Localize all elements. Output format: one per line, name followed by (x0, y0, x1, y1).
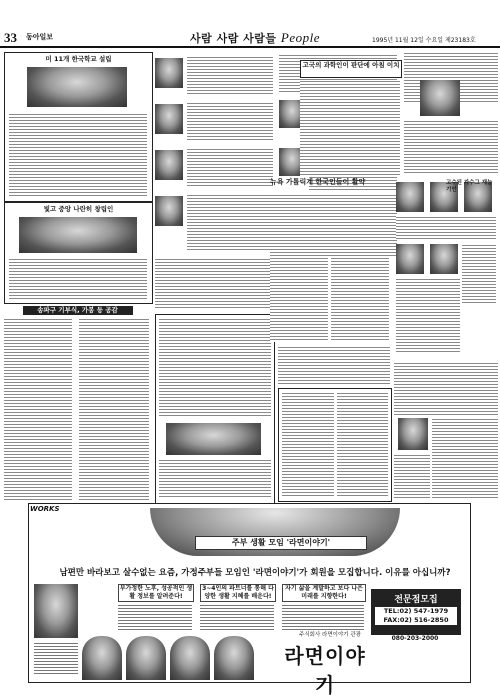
article-body-text (300, 80, 400, 176)
article-photo (27, 67, 127, 107)
page-number: 33 (4, 30, 17, 45)
article-body-text (282, 392, 334, 498)
ad-feature-text (282, 604, 364, 630)
article-body-text (79, 318, 149, 500)
article-top-left (4, 52, 153, 202)
ad-feature-2: 3~4인의 파트너를 통해 다양한 생활 지혜를 배운다! (200, 584, 276, 602)
profile-photo (155, 196, 183, 226)
article-body-text (331, 194, 389, 342)
section-english: People (280, 30, 320, 45)
article-photo (420, 80, 460, 116)
ad-slogan: 주부 생활 모임 '라면이야기' (195, 536, 367, 550)
profiles-column (155, 52, 275, 502)
article-title: 뉴욕 가톨릭계 한국인들이 활약 (270, 178, 366, 186)
article-body-text (9, 113, 147, 197)
article-body-text (4, 318, 72, 500)
portrait-captions (396, 216, 496, 240)
publication-name: 동아일보 (26, 33, 54, 41)
ad-family-photo (34, 584, 78, 638)
article-body-text (432, 418, 498, 500)
portrait-photo (430, 244, 458, 274)
portraits-grid (392, 178, 498, 358)
profile-text (187, 194, 273, 250)
ad-woman-photo (126, 636, 166, 680)
announcement-photo (166, 423, 261, 455)
article-reading (4, 202, 153, 304)
ad-feature-1: 부가정한 노후, 성공적인 생활 정보를 알려준다! (119, 585, 193, 600)
profile-photo (155, 150, 183, 180)
profile-text (187, 102, 273, 142)
article-center-title-area (270, 178, 390, 192)
article-title: 빛고 중앙 나란히 창립인 (43, 205, 114, 213)
section-title (190, 30, 320, 46)
date-line: 1995년 11월 12일 수요일 제23183호 (372, 37, 476, 44)
profile-photo (155, 104, 183, 134)
ad-feature-3: 자기 삶을 계발하고 보다 나은 미래를 지향한다! (282, 584, 366, 602)
article-photo (19, 217, 137, 253)
article-mid-left (4, 304, 151, 502)
article-body-text (337, 392, 388, 498)
article-body-text (404, 120, 498, 174)
ad-recruit-box (371, 589, 461, 635)
article-title: 송파구 기부식, 가봉 등 공감 (23, 306, 133, 315)
article-title: 고국의 과학인이 판단에 아침 이치 (302, 61, 400, 69)
announcement-text (159, 318, 271, 418)
profile-photo (155, 58, 183, 88)
article-box-bottom-mid (278, 388, 392, 502)
ad-woman-photo (214, 636, 254, 680)
profile-text (155, 258, 273, 310)
announcement-text (159, 459, 271, 499)
ad-feature-text (200, 604, 274, 630)
ad-recruit-title: 전문점모집 (394, 595, 438, 605)
section-korean: 사람 사람 사람들 (190, 32, 277, 45)
ad-sponsor: 주식회사 라면이야기 관광 (299, 632, 361, 638)
header-rule (0, 46, 500, 48)
article-right-title-box (300, 60, 402, 78)
portrait-captions (462, 244, 496, 304)
portrait-photo (396, 244, 424, 274)
ad-fine-print (34, 642, 78, 676)
profile-text (187, 148, 273, 188)
article-body-text (394, 454, 430, 500)
ad-recruit-contacts (375, 607, 457, 625)
ad-recruit-tel: TEL:02) 547-1979 (383, 607, 449, 615)
article-body-text (9, 258, 147, 300)
ad-feature-text (118, 604, 192, 630)
ad-brand-logo: 라면이야기 (284, 644, 366, 697)
announcements-box (155, 314, 275, 504)
article-title: 미 11개 한국학교 설립 (45, 55, 112, 63)
portrait-photo (398, 418, 428, 450)
article-far-right-title (446, 180, 498, 196)
ad-woman-photo (82, 636, 122, 680)
profile-text (187, 56, 273, 96)
portrait-photo (396, 182, 424, 212)
ad-recruit-fax: FAX:02) 516-2850 (383, 616, 449, 624)
article-body-text (394, 362, 498, 416)
ad-woman-photo (170, 636, 210, 680)
article-title: 고수된 자수그 재능 기인 (446, 180, 493, 193)
portrait-captions (396, 278, 460, 354)
article-body-text (278, 346, 390, 386)
ad-brand-tag: WORKS (30, 505, 60, 513)
ad-headline: 남편만 바라보고 살수없는 요즘, 가정주부들 모임인 '라면이야기'가 회원을 모집합니다. 이유를 아십니까? (59, 568, 451, 578)
ad-recruit-free: 080-203-2000 (391, 635, 439, 642)
article-body-text (270, 194, 328, 342)
